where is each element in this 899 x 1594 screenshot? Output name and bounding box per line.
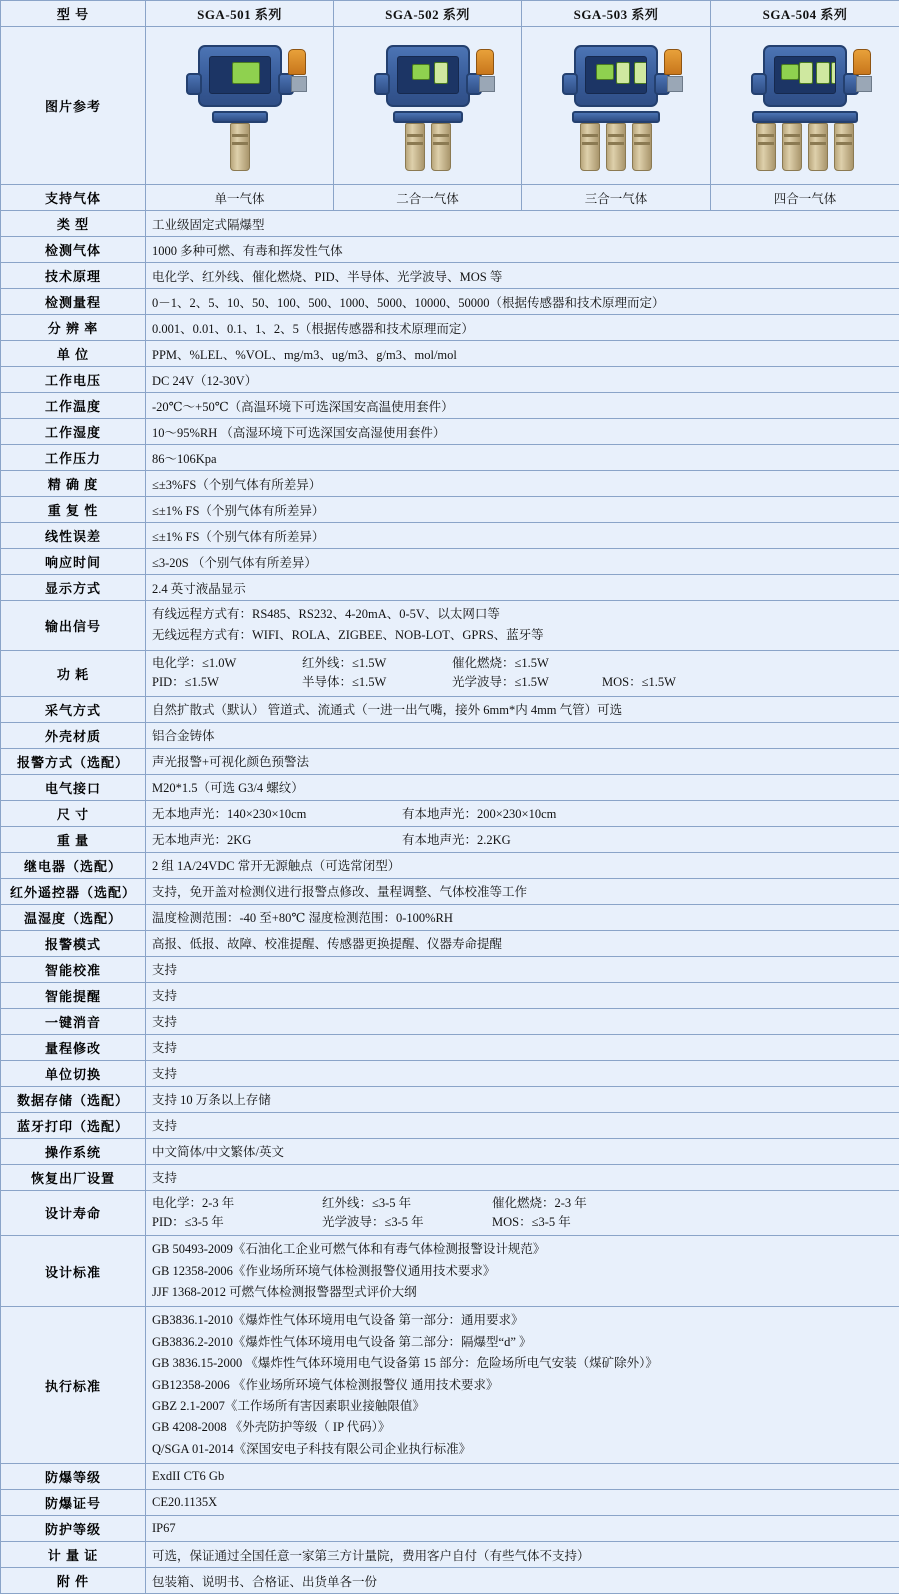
row-value-repeatability: ≤±1% FS（个别气体有所差异）: [146, 497, 899, 523]
row-label-one-key-mute: 一键消音: [1, 1008, 146, 1034]
row-value-humidity: 10～95%RH （高湿环境下可选深国安高湿使用套件）: [146, 419, 899, 445]
row-value-resolution: 0.001、0.01、0.1、1、2、5（根据传感器和技术原理而定）: [146, 315, 899, 341]
row-value-smart-calibration: 支持: [146, 956, 899, 982]
row-label-detect-gas: 检测气体: [1, 237, 146, 263]
table-row-pressure: [1, 445, 899, 471]
row-label-smart-calibration: 智能校准: [1, 956, 146, 982]
power-key-electrochemical: 电化学：: [152, 656, 202, 670]
row-label-relay: 继电器（选配）: [1, 852, 146, 878]
design-standard-line-2: GB 12358-2006《作业场所环境气体检测报警仪通用技术要求》: [152, 1261, 893, 1282]
exec-standard-line-7: Q/SGA 01-2014《深国安电子科技有限公司企业执行标准》: [152, 1439, 893, 1460]
table-row-output-signal: [1, 601, 899, 651]
lifespan-key-optical-waveguide: 光学波导：: [322, 1215, 385, 1229]
row-label-linearity: 线性误差: [1, 523, 146, 549]
table-row-repeatability: [1, 497, 899, 523]
lifespan-key-pid: PID：: [152, 1215, 185, 1229]
row-label-principle: 技术原理: [1, 263, 146, 289]
row-value-temperature: -20℃～+50℃（高温环境下可选深国安高温使用套件）: [146, 393, 899, 419]
row-label-metrology-certificate: 计 量 证: [1, 1542, 146, 1568]
table-row-gas-support: [1, 185, 899, 211]
row-value-output-signal: [146, 601, 899, 651]
row-value-alarm-mode: 高报、低报、故障、校准提醒、传感器更换提醒、仪器寿命提醒: [146, 930, 899, 956]
table-row-ex-certificate: [1, 1490, 899, 1516]
table-row-accessories: [1, 1568, 899, 1594]
row-label-sampling: 采气方式: [1, 696, 146, 722]
gas-detector-icon-3: [536, 31, 696, 181]
row-value-weight: [146, 826, 899, 852]
table-row-ex-rating: [1, 1464, 899, 1490]
row-value-principle: 电化学、红外线、催化燃烧、PID、半导体、光学波导、MOS 等: [146, 263, 899, 289]
table-row-ip-rating: [1, 1516, 899, 1542]
row-label-response-time: 响应时间: [1, 549, 146, 575]
row-label-unit: 单 位: [1, 341, 146, 367]
row-value-metrology-certificate: 可选，保证通过全国任意一家第三方计量院，费用客户自付（有些气体不支持）: [146, 1542, 899, 1568]
power-key-optical-waveguide: 光学波导：: [452, 675, 515, 689]
row-value-linearity: ≤±1% FS（个别气体有所差异）: [146, 523, 899, 549]
power-value-semiconductor: ≤1.5W: [352, 675, 386, 689]
power-line-2: [152, 673, 893, 692]
row-value-exec-standard: [146, 1307, 899, 1464]
exec-standard-line-5: GBZ 2.1-2007《工作场所有害因素职业接触限值》: [152, 1396, 893, 1417]
row-label-alarm-mode: 报警模式: [1, 930, 146, 956]
row-label-accuracy: 精 确 度: [1, 471, 146, 497]
table-row-smart-calibration: [1, 956, 899, 982]
row-value-smart-reminder: 支持: [146, 982, 899, 1008]
row-value-response-time: ≤3-20S （个别气体有所差异）: [146, 549, 899, 575]
table-row-model: [1, 1, 899, 27]
gas-support-value-3: 三合一气体: [522, 185, 711, 211]
row-value-detect-gas: 1000 多种可燃、有毒和挥发性气体: [146, 237, 899, 263]
row-value-range-modify: 支持: [146, 1034, 899, 1060]
lifespan-line-2: [152, 1213, 893, 1232]
power-key-catalytic: 催化燃烧：: [452, 656, 515, 670]
row-label-display: 显示方式: [1, 575, 146, 601]
table-row-bluetooth-print: [1, 1112, 899, 1138]
gas-detector-icon-1: [160, 31, 320, 181]
row-value-ip-rating: IP67: [146, 1516, 899, 1542]
row-value-design-standard: [146, 1236, 899, 1307]
row-value-voltage: DC 24V（12-30V）: [146, 367, 899, 393]
power-key-semiconductor: 半导体：: [302, 675, 352, 689]
table-row-alarm-method: [1, 748, 899, 774]
output-signal-line-wired: 有线远程方式有：RS485、RS232、4-20mA、0-5V、以太网口等: [152, 604, 893, 625]
model-name-2: SGA-502 系列: [334, 1, 522, 27]
row-value-lifespan: [146, 1190, 899, 1236]
row-label-ex-certificate: 防爆证号: [1, 1490, 146, 1516]
table-row-relay: [1, 852, 899, 878]
row-label-ir-remote: 红外遥控器（选配）: [1, 878, 146, 904]
row-value-temp-humidity-option: 温度检测范围：-40 至+80℃ 湿度检测范围：0-100%RH: [146, 904, 899, 930]
power-value-pid: ≤1.5W: [185, 675, 219, 689]
table-row-factory-reset: [1, 1164, 899, 1190]
product-image-2: [334, 27, 522, 185]
power-value-catalytic: ≤1.5W: [515, 656, 549, 670]
table-row-images: [1, 27, 899, 185]
row-value-sampling: 自然扩散式（默认） 管道式、流通式（一进一出气嘴，接外 6mm*内 4mm 气管）可选: [146, 696, 899, 722]
design-standard-line-1: GB 50493-2009《石油化工企业可燃气体和有毒气体检测报警设计规范》: [152, 1239, 893, 1260]
power-key-infrared: 红外线：: [302, 656, 352, 670]
row-value-type: 工业级固定式隔爆型: [146, 211, 899, 237]
table-row-housing-material: [1, 722, 899, 748]
table-row-ir-remote: [1, 878, 899, 904]
row-label-data-storage: 数据存储（选配）: [1, 1086, 146, 1112]
exec-standard-line-4: GB12358-2006 《作业场所环境气体检测报警仪 通用技术要求》: [152, 1375, 893, 1396]
row-label-ex-rating: 防爆等级: [1, 1464, 146, 1490]
row-value-relay: 2 组 1A/24VDC 常开无源触点（可选常闭型）: [146, 852, 899, 878]
design-standard-line-3: JJF 1368-2012 可燃气体检测报警器型式评价大纲: [152, 1282, 893, 1303]
lifespan-value-infrared: ≤3-5 年: [372, 1196, 411, 1210]
table-row-unit-switch: [1, 1060, 899, 1086]
row-label-range: 检测量程: [1, 289, 146, 315]
power-key-pid: PID：: [152, 675, 185, 689]
lifespan-value-pid: ≤3-5 年: [185, 1215, 224, 1229]
row-label-range-modify: 量程修改: [1, 1034, 146, 1060]
power-value-optical-waveguide: ≤1.5W: [515, 675, 549, 689]
row-value-electrical-interface: M20*1.5（可选 G3/4 螺纹）: [146, 774, 899, 800]
model-name-3: SGA-503 系列: [522, 1, 711, 27]
row-value-power: [146, 650, 899, 696]
table-row-power: [1, 650, 899, 696]
row-label-type: 类 型: [1, 211, 146, 237]
row-label-pressure: 工作压力: [1, 445, 146, 471]
power-line-1: [152, 654, 893, 673]
product-image-4: [711, 27, 899, 185]
table-row-detect-gas: [1, 237, 899, 263]
row-label-electrical-interface: 电气接口: [1, 774, 146, 800]
row-label-output-signal: 输出信号: [1, 601, 146, 651]
table-row-temperature: [1, 393, 899, 419]
product-image-3: [522, 27, 711, 185]
lifespan-value-catalytic: 2-3 年: [555, 1196, 587, 1210]
row-value-bluetooth-print: 支持: [146, 1112, 899, 1138]
table-row-operating-system: [1, 1138, 899, 1164]
gas-support-value-2: 二合一气体: [334, 185, 522, 211]
table-row-range: [1, 289, 899, 315]
table-row-principle: [1, 263, 899, 289]
row-label-smart-reminder: 智能提醒: [1, 982, 146, 1008]
row-value-data-storage: 支持 10 万条以上存储: [146, 1086, 899, 1112]
power-value-mos: ≤1.5W: [642, 675, 676, 689]
table-row-humidity: [1, 419, 899, 445]
row-label-model: 型 号: [1, 1, 146, 27]
dimension-without-alarm: 无本地声光：140×230×10cm: [152, 804, 402, 822]
row-value-housing-material: 铝合金铸体: [146, 722, 899, 748]
dimension-with-alarm: 有本地声光：200×230×10cm: [402, 804, 556, 822]
row-value-range: 0－1、2、5、10、50、100、500、1000、5000、10000、50000（根据传感器和技术原理而定）: [146, 289, 899, 315]
lifespan-value-electrochemical: 2-3 年: [202, 1196, 234, 1210]
table-row-design-standard: [1, 1236, 899, 1307]
row-value-ir-remote: 支持，免开盖对检测仪进行报警点修改、量程调整、气体校准等工作: [146, 878, 899, 904]
row-value-operating-system: 中文简体/中文繁体/英文: [146, 1138, 899, 1164]
row-label-accessories: 附 件: [1, 1568, 146, 1594]
row-label-dimension: 尺 寸: [1, 800, 146, 826]
row-label-exec-standard: 执行标准: [1, 1307, 146, 1464]
lifespan-key-mos: MOS：: [492, 1215, 532, 1229]
row-label-design-standard: 设计标准: [1, 1236, 146, 1307]
table-row-one-key-mute: [1, 1008, 899, 1034]
table-row-type: [1, 211, 899, 237]
gas-detector-icon-2: [348, 31, 508, 181]
table-row-weight: [1, 826, 899, 852]
weight-without-alarm: 无本地声光：2KG: [152, 830, 402, 848]
table-row-display: [1, 575, 899, 601]
exec-standard-line-6: GB 4208-2008 《外壳防护等级（ IP 代码）》: [152, 1417, 893, 1438]
row-label-gas-support: 支持气体: [1, 185, 146, 211]
lifespan-value-mos: ≤3-5 年: [532, 1215, 571, 1229]
model-name-4: SGA-504 系列: [711, 1, 899, 27]
table-row-data-storage: [1, 1086, 899, 1112]
row-label-lifespan: 设计寿命: [1, 1190, 146, 1236]
row-label-humidity: 工作湿度: [1, 419, 146, 445]
table-row-linearity: [1, 523, 899, 549]
product-image-1: [146, 27, 334, 185]
row-label-unit-switch: 单位切换: [1, 1060, 146, 1086]
row-label-power: 功 耗: [1, 650, 146, 696]
table-row-range-modify: [1, 1034, 899, 1060]
model-name-1: SGA-501 系列: [146, 1, 334, 27]
exec-standard-line-3: GB 3836.15-2000 《爆炸性气体环境用电气设备第 15 部分：危险场所电气安装（煤矿除外）》: [152, 1353, 893, 1374]
row-label-temperature: 工作温度: [1, 393, 146, 419]
lifespan-key-electrochemical: 电化学：: [152, 1196, 202, 1210]
table-row-voltage: [1, 367, 899, 393]
power-value-electrochemical: ≤1.0W: [202, 656, 236, 670]
row-value-factory-reset: 支持: [146, 1164, 899, 1190]
row-label-housing-material: 外壳材质: [1, 722, 146, 748]
table-row-temp-humidity-option: [1, 904, 899, 930]
row-label-operating-system: 操作系统: [1, 1138, 146, 1164]
lifespan-key-catalytic: 催化燃烧：: [492, 1196, 555, 1210]
power-key-mos: MOS：: [602, 675, 642, 689]
exec-standard-line-2: GB3836.2-2010《爆炸性气体环境用电气设备 第二部分：隔爆型“d” 》: [152, 1332, 893, 1353]
row-value-display: 2.4 英寸液晶显示: [146, 575, 899, 601]
gas-support-value-4: 四合一气体: [711, 185, 899, 211]
row-label-weight: 重 量: [1, 826, 146, 852]
gas-support-value-1: 单一气体: [146, 185, 334, 211]
table-row-dimension: [1, 800, 899, 826]
table-row-metrology-certificate: [1, 1542, 899, 1568]
table-row-electrical-interface: [1, 774, 899, 800]
lifespan-value-optical-waveguide: ≤3-5 年: [385, 1215, 424, 1229]
row-value-unit-switch: 支持: [146, 1060, 899, 1086]
row-label-ip-rating: 防护等级: [1, 1516, 146, 1542]
row-label-image-reference: 图片参考: [1, 27, 146, 185]
exec-standard-line-1: GB3836.1-2010《爆炸性气体环境用电气设备 第一部分：通用要求》: [152, 1310, 893, 1331]
lifespan-line-1: [152, 1194, 893, 1213]
table-row-alarm-mode: [1, 930, 899, 956]
gas-detector-icon-4: [725, 31, 885, 181]
row-value-accessories: 包装箱、说明书、合格证、出货单各一份: [146, 1568, 899, 1594]
table-row-unit: [1, 341, 899, 367]
power-value-infrared: ≤1.5W: [352, 656, 386, 670]
row-label-alarm-method: 报警方式（选配）: [1, 748, 146, 774]
table-row-resolution: [1, 315, 899, 341]
weight-with-alarm: 有本地声光：2.2KG: [402, 830, 511, 848]
row-label-factory-reset: 恢复出厂设置: [1, 1164, 146, 1190]
table-row-lifespan: [1, 1190, 899, 1236]
lifespan-key-infrared: 红外线：: [322, 1196, 372, 1210]
table-row-smart-reminder: [1, 982, 899, 1008]
row-label-voltage: 工作电压: [1, 367, 146, 393]
row-label-resolution: 分 辨 率: [1, 315, 146, 341]
row-value-one-key-mute: 支持: [146, 1008, 899, 1034]
row-value-pressure: 86～106Kpa: [146, 445, 899, 471]
row-value-ex-certificate: CE20.1135X: [146, 1490, 899, 1516]
row-value-alarm-method: 声光报警+可视化颜色预警法: [146, 748, 899, 774]
row-label-bluetooth-print: 蓝牙打印（选配）: [1, 1112, 146, 1138]
table-row-accuracy: [1, 471, 899, 497]
row-value-dimension: [146, 800, 899, 826]
table-row-response-time: [1, 549, 899, 575]
row-value-unit: PPM、%LEL、%VOL、mg/m3、ug/m3、g/m3、mol/mol: [146, 341, 899, 367]
output-signal-line-wireless: 无线远程方式有：WIFI、ROLA、ZIGBEE、NOB-LOT、GPRS、蓝牙等: [152, 625, 893, 646]
row-label-temp-humidity-option: 温湿度（选配）: [1, 904, 146, 930]
table-row-exec-standard: [1, 1307, 899, 1464]
table-row-sampling: [1, 696, 899, 722]
row-value-accuracy: ≤±3%FS（个别气体有所差异）: [146, 471, 899, 497]
row-value-ex-rating: ExdII CT6 Gb: [146, 1464, 899, 1490]
row-label-repeatability: 重 复 性: [1, 497, 146, 523]
